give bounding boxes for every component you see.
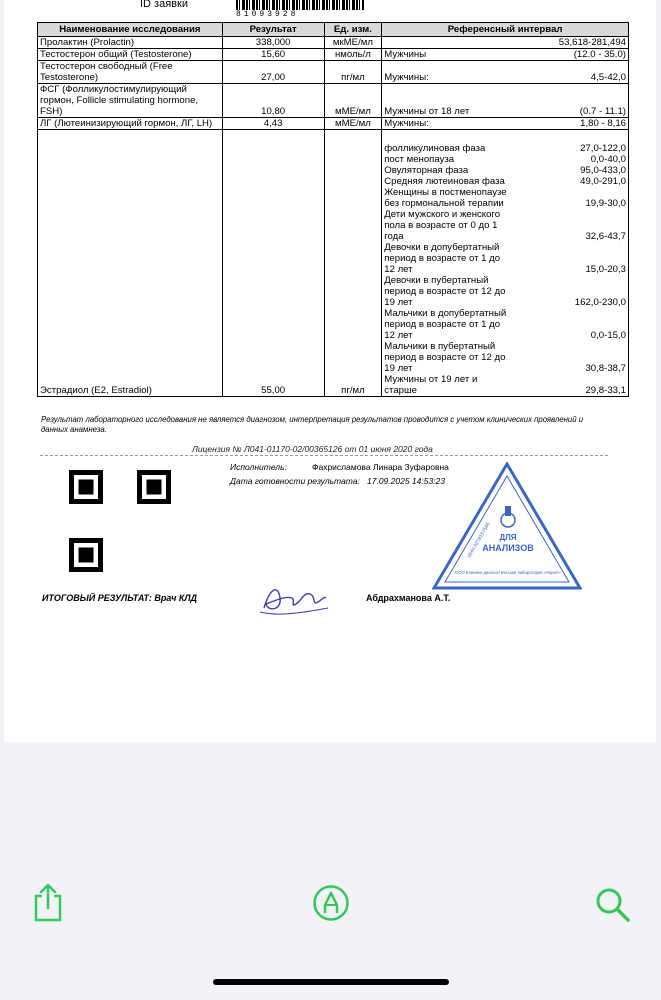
test-result: 338,000	[222, 37, 324, 49]
reference-value: 32,6-43,7	[585, 231, 626, 242]
reference-item	[384, 374, 626, 396]
ready-date-label: Дата готовности результата:	[230, 476, 360, 486]
results-table	[37, 22, 629, 397]
license-text: Лицензия № Л041-01170-02/00365126 от 01 июня 2020 года	[192, 444, 433, 454]
reference-value: 29,8-33,1	[585, 385, 626, 396]
reference-label: Мужчины от 19 лет и старше	[384, 374, 478, 396]
test-unit: пг/мл	[324, 61, 382, 84]
reference-item	[384, 209, 626, 242]
test-name: Тестостерон свободный (Free Testosterone)	[38, 61, 223, 84]
reference-value: 0,0-40,0	[590, 154, 626, 165]
reference-label: Девочки в допубертатный период в возрасте от 1 до 12 лет	[384, 242, 501, 275]
reference-label: Мужчины	[382, 49, 505, 61]
divider	[40, 455, 608, 456]
test-name: Пролактин (Prolactin)	[38, 37, 223, 49]
test-result: 4,43	[222, 118, 324, 130]
reference-value: 27,0-122,0	[580, 143, 626, 154]
reference-item	[384, 143, 626, 154]
test-result: 15,60	[222, 49, 324, 61]
barcode	[236, 0, 364, 10]
lab-stamp	[432, 462, 582, 590]
test-name: ФСГ (Фолликулостимулирующий гормон, Follicle stimulating hormone, FSH)	[38, 84, 223, 118]
disclaimer-note: Результат лабораторного исследования не является диагнозом, интерпретация результатов проводится с учетом клинических проявлений и данных анамнеза.	[41, 415, 584, 434]
test-unit: мМЕ/мл	[324, 84, 382, 118]
table-row	[38, 118, 629, 130]
table-row	[38, 84, 629, 118]
table-row	[38, 37, 629, 49]
column-header-name: Наименование исследования	[38, 23, 223, 37]
executor-label: Исполнитель:	[230, 462, 287, 472]
reference-value: 49,0-291,0	[580, 176, 626, 187]
reference-item	[384, 242, 626, 275]
column-header-result: Результат	[222, 23, 324, 37]
reference-label: Средняя лютеиновая фаза	[384, 176, 505, 187]
request-id-label: ID заявки	[140, 0, 188, 10]
column-header-unit: Ед. изм.	[324, 23, 382, 37]
test-unit: пг/мл	[324, 130, 382, 397]
reference-value: (0.7 - 11.1)	[505, 84, 629, 118]
table-row	[38, 130, 629, 397]
svg-text:ДЛЯ: ДЛЯ	[499, 533, 517, 542]
reference-value: 95,0-433,0	[580, 165, 626, 176]
document-page	[4, 0, 656, 742]
reference-value: 15,0-20,3	[585, 264, 626, 275]
reference-label: пост менопауза	[384, 154, 455, 165]
reference-value: (12.0 - 35.0)	[505, 49, 629, 61]
reference-item	[384, 308, 626, 341]
qr-code	[64, 470, 176, 572]
executor-name: Фахрисламова Линара Зуфаровна	[312, 462, 449, 472]
home-indicator[interactable]	[213, 979, 449, 985]
signer-name: Абдрахманова А.Т.	[366, 593, 451, 603]
reference-label: Женщины в постменопаузе без гормональной терапии	[384, 187, 507, 209]
reference-label: Мальчики в допубертатный период в возрасте от 1 до 12 лет	[384, 308, 507, 341]
reference-label: фолликулиновая фаза	[384, 143, 486, 154]
reference-label: Мужчины от 18 лет	[382, 84, 505, 118]
table-row	[38, 61, 629, 84]
reference-label: Дети мужского и женского пола в возрасте от 0 до 1 года	[384, 209, 501, 242]
svg-text:ИНН 0278157565: ИНН 0278157565	[466, 521, 492, 559]
final-result-label: ИТОГОВЫЙ РЕЗУЛЬТАТ: Врач КЛД	[42, 593, 198, 603]
reference-label	[382, 37, 505, 49]
svg-text:АНАЛИЗОВ: АНАЛИЗОВ	[482, 543, 534, 553]
test-unit: мМЕ/мл	[324, 118, 382, 130]
test-unit: нмоль/л	[324, 49, 382, 61]
share-icon[interactable]	[31, 882, 65, 924]
signature	[256, 578, 332, 620]
search-icon[interactable]	[594, 886, 632, 924]
reference-label: Мужчины:	[382, 118, 505, 130]
markup-icon[interactable]	[312, 884, 350, 922]
reference-value: 162,0-230,0	[574, 297, 626, 308]
reference-item	[384, 187, 626, 209]
reference-item	[384, 341, 626, 374]
svg-text:ООО Клинико-диагностическая ла: ООО Клинико-диагностическая лаборатория «ЛораА»	[455, 570, 561, 575]
reference-label: Девочки в пубертатный период в возрасте от 12 до 19 лет	[384, 275, 506, 308]
reference-value: 0,0-15,0	[590, 330, 626, 341]
reference-item	[384, 165, 626, 176]
reference-value: 19,9-30,0	[585, 198, 626, 209]
reference-list	[382, 130, 629, 397]
test-result: 27,00	[222, 61, 324, 84]
column-header-reference: Референсный интервал	[382, 23, 629, 37]
reference-label: Мужчины:	[382, 61, 505, 84]
test-name: ЛГ (Лютеинизирующий гормон, ЛГ, LH)	[38, 118, 223, 130]
reference-label: Мальчики в пубертатный период в возрасте от 12 до 19 лет	[384, 341, 506, 374]
ready-date-value: 17.09.2025 14:53:23	[367, 476, 445, 486]
barcode-number: 81093928	[236, 10, 299, 19]
reference-label: Овуляторная фаза	[384, 165, 469, 176]
reference-value: 1,80 - 8,16	[505, 118, 629, 130]
reference-value: 30,8-38,7	[585, 363, 626, 374]
reference-item	[384, 176, 626, 187]
test-unit: мкМЕ/мл	[324, 37, 382, 49]
reference-item	[384, 275, 626, 308]
table-header-row	[38, 23, 629, 37]
test-result: 55,00	[222, 130, 324, 397]
test-name: Тестостерон общий (Testosterone)	[38, 49, 223, 61]
test-result: 10,80	[222, 84, 324, 118]
reference-value: 4,5-42,0	[505, 61, 629, 84]
reference-value: 53,618-281,494	[505, 37, 629, 49]
reference-item	[384, 154, 626, 165]
test-name: Эстрадиол (E2, Estradiol)	[38, 130, 223, 397]
table-row	[38, 49, 629, 61]
